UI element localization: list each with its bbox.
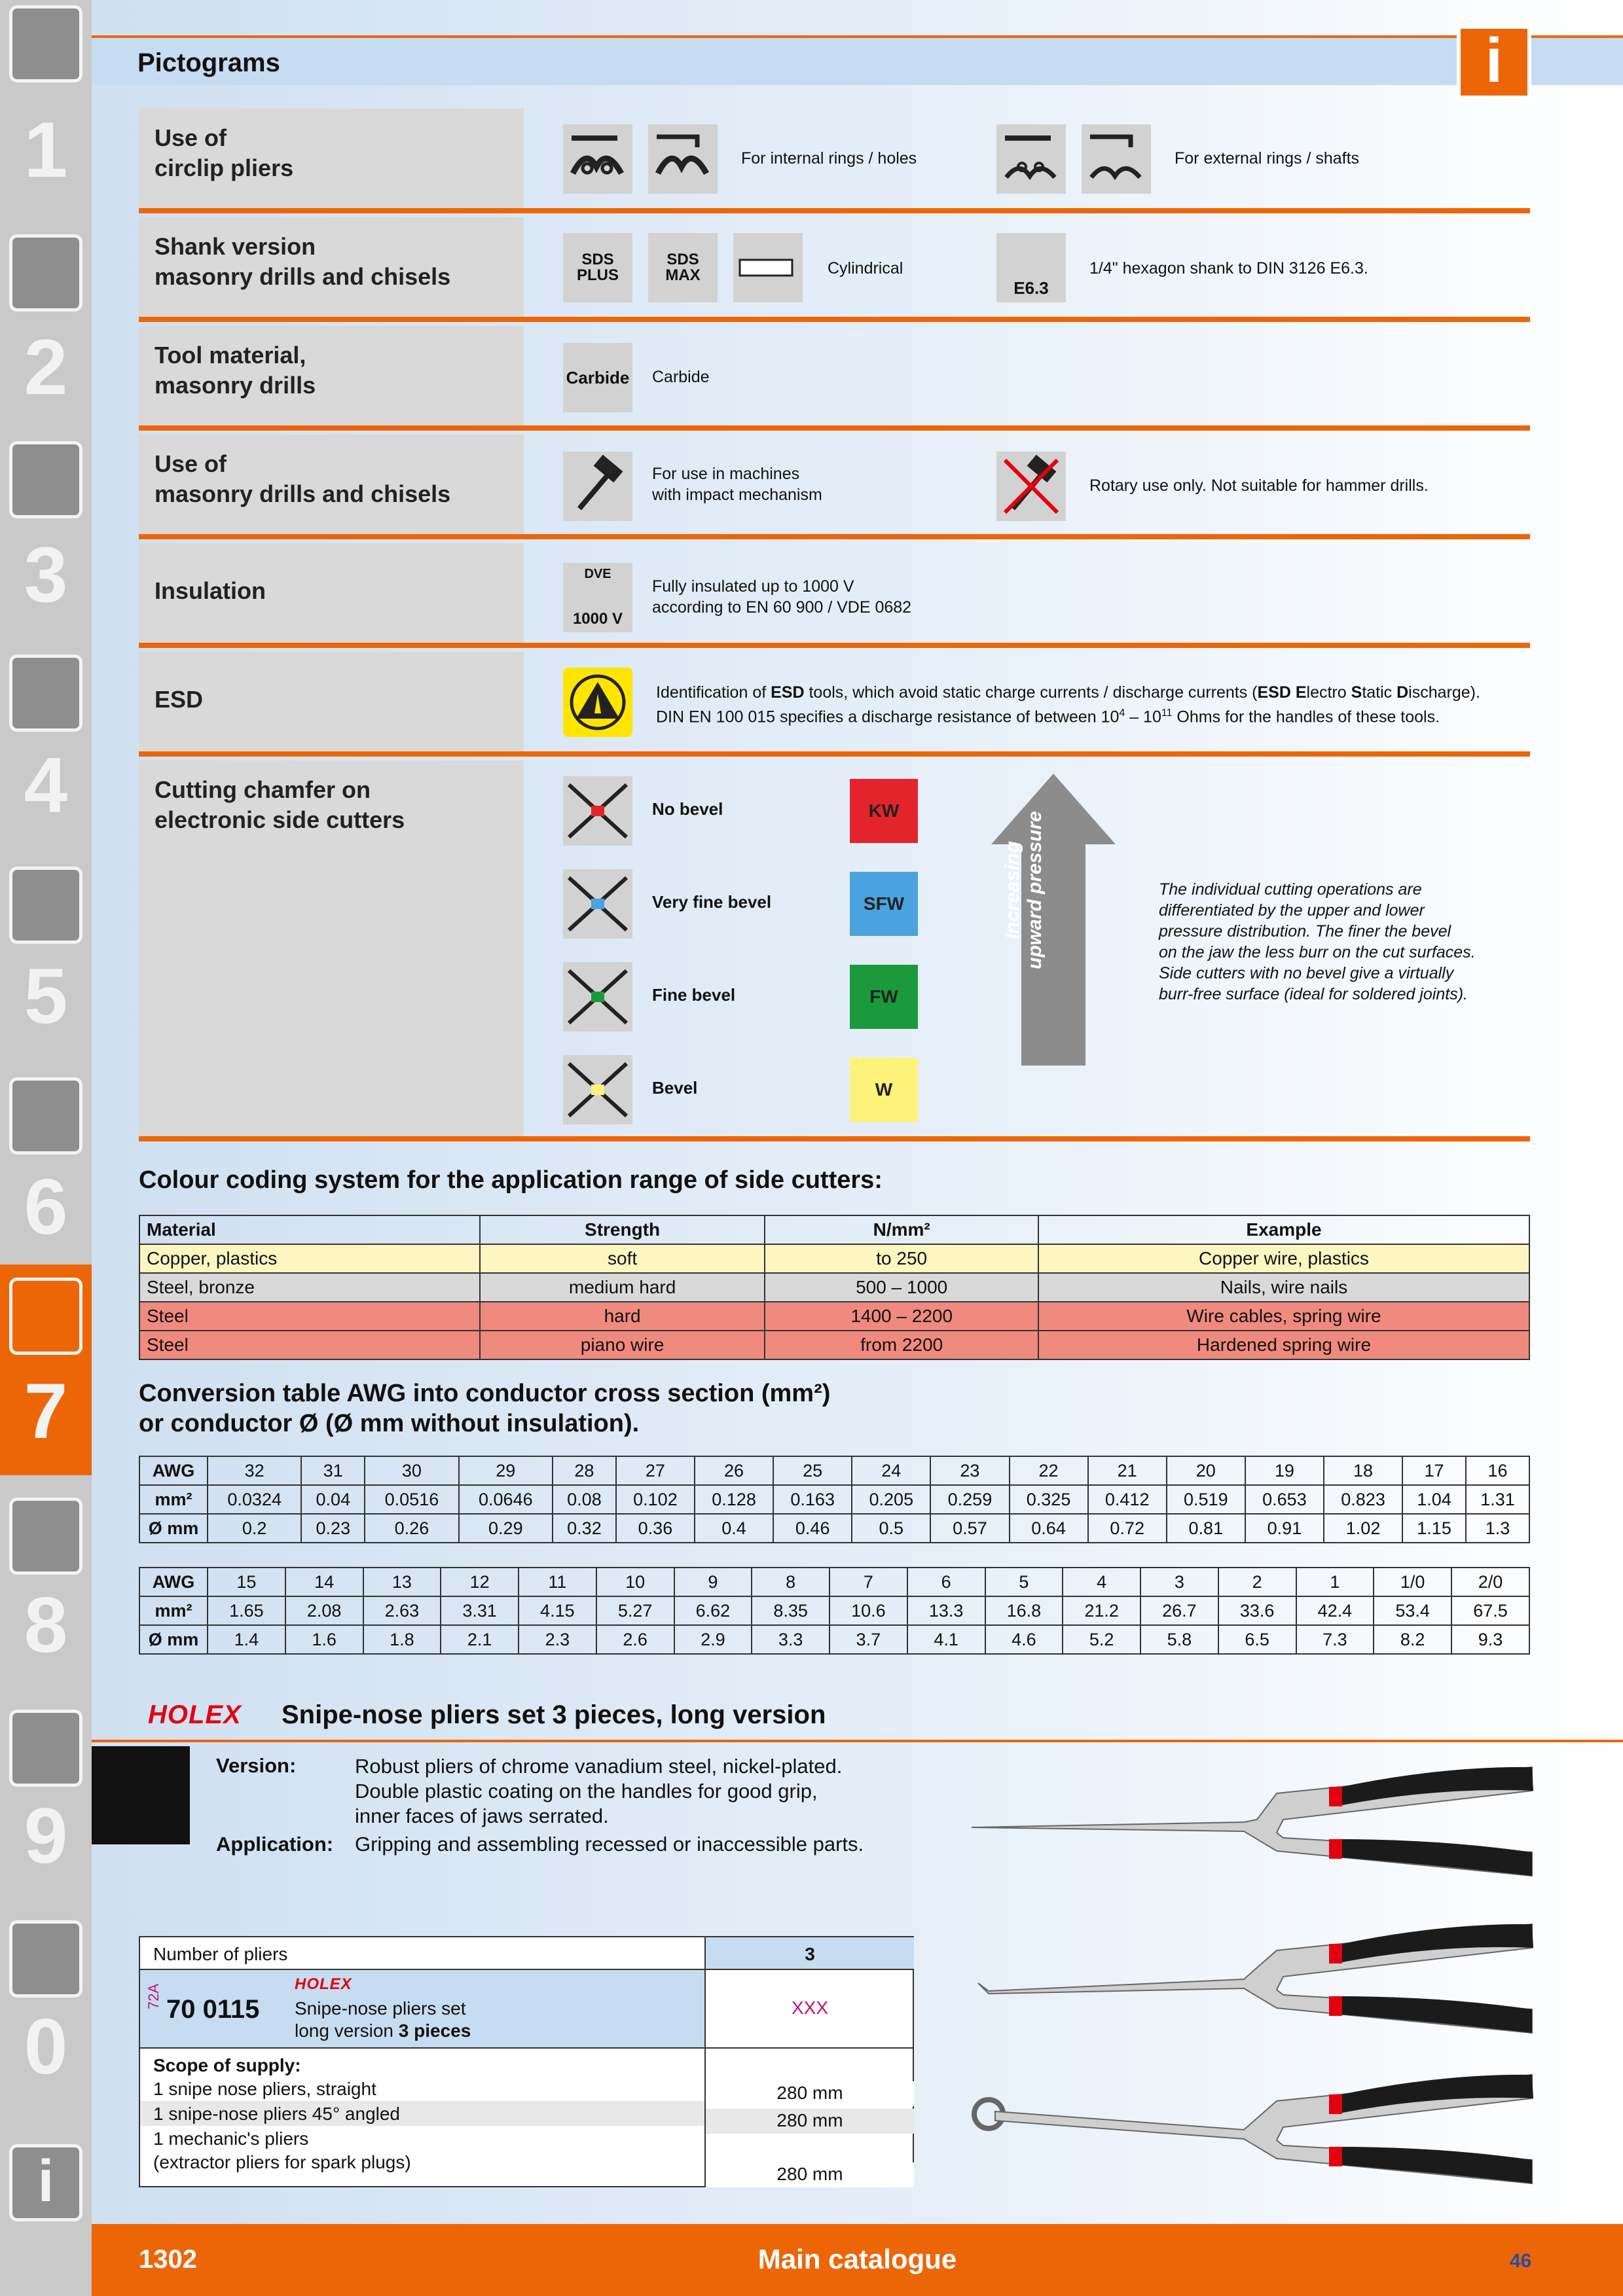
awg-cell: 12 bbox=[441, 1568, 519, 1596]
awg-table-2 bbox=[139, 1567, 1530, 1655]
sds-plus-icon: SDS PLUS bbox=[563, 233, 632, 302]
awg-cell: 2.3 bbox=[519, 1625, 596, 1654]
table-row bbox=[139, 1485, 1529, 1514]
awg-cell: 2 bbox=[1218, 1568, 1296, 1596]
number-of-pliers-label: Number of pliers bbox=[140, 1937, 706, 1970]
carbide-icon: Carbide bbox=[563, 343, 632, 412]
awg-cell: 4.1 bbox=[907, 1625, 985, 1654]
table-cell: 500 – 1000 bbox=[765, 1273, 1038, 1302]
awg-cell: 0.64 bbox=[1010, 1514, 1088, 1543]
row-header: AWG bbox=[139, 1456, 208, 1485]
awg-cell: 21.2 bbox=[1063, 1596, 1140, 1625]
table-row bbox=[139, 1302, 1529, 1331]
awg-cell: 0.163 bbox=[773, 1485, 852, 1514]
awg-cell: 3.7 bbox=[830, 1625, 907, 1654]
awg-cell: 6 bbox=[907, 1568, 985, 1596]
awg-cell: 32 bbox=[208, 1456, 301, 1485]
column-header: N/mm² bbox=[765, 1215, 1038, 1244]
bevel-profile-icon bbox=[563, 962, 632, 1031]
hexagon-shank-icon: E6.3 bbox=[996, 233, 1066, 302]
awg-cell: 53.4 bbox=[1374, 1596, 1451, 1625]
awg-cell: 0.412 bbox=[1088, 1485, 1167, 1514]
row-label: Shank version masonry drills and chisels bbox=[139, 217, 524, 317]
wrench-icon bbox=[9, 1077, 82, 1155]
page-number: 1302 bbox=[139, 2245, 197, 2274]
awg-cell: 3 bbox=[1140, 1568, 1218, 1596]
awg-cell: 20 bbox=[1167, 1456, 1245, 1485]
colour-coding-title: Colour coding system for the application range of side cutters: bbox=[139, 1166, 883, 1194]
article-number[interactable]: 70 0115 bbox=[166, 1995, 260, 2024]
awg-cell: 0.08 bbox=[553, 1485, 616, 1514]
length-value: 280 mm bbox=[706, 2162, 914, 2187]
price-value: XXX bbox=[706, 1970, 914, 2049]
pictogram-row-material: Tool material, masonry drills Carbide Carbide bbox=[139, 326, 1530, 431]
awg-cell: 6.5 bbox=[1218, 1625, 1296, 1654]
hammer-icon bbox=[563, 452, 632, 521]
awg-cell: 0.2 bbox=[208, 1514, 301, 1543]
holex-logo: HOLEX bbox=[148, 1700, 242, 1729]
awg-cell: 1.8 bbox=[363, 1625, 441, 1654]
vde-1000v-icon: DVE 1000 V bbox=[563, 563, 632, 632]
awg-cell: 2.63 bbox=[363, 1596, 441, 1625]
row-header: AWG bbox=[139, 1568, 208, 1596]
awg-cell: 2.1 bbox=[441, 1625, 519, 1654]
product-table bbox=[139, 1936, 914, 2187]
chapter-tab-9[interactable]: 9 bbox=[0, 1686, 92, 1897]
awg-cell: 0.0516 bbox=[365, 1485, 458, 1514]
awg-cell: 2.9 bbox=[674, 1625, 752, 1654]
bevel-name: Fine bevel bbox=[652, 985, 736, 1005]
chapter-tab-7[interactable]: 7 bbox=[0, 1265, 92, 1475]
awg-cell: 0.29 bbox=[459, 1514, 553, 1543]
row-header: mm² bbox=[139, 1485, 208, 1514]
article-row bbox=[140, 1970, 706, 2049]
row-label: Insulation bbox=[139, 543, 524, 643]
grinding-disc-icon bbox=[9, 867, 82, 944]
awg-cell: 5.2 bbox=[1063, 1625, 1140, 1654]
table-cell: Hardened spring wire bbox=[1038, 1331, 1529, 1359]
awg-cell: 33.6 bbox=[1218, 1596, 1296, 1625]
awg-cell: 0.259 bbox=[930, 1485, 1009, 1514]
bevel-code-badge: SFW bbox=[850, 872, 918, 936]
awg-title: Conversion table AWG into conductor cross section (mm²) or conductor Ø (Ø mm without insulation). bbox=[139, 1380, 831, 1437]
info-icon: i bbox=[9, 2144, 82, 2221]
footer bbox=[92, 2224, 1623, 2296]
chapter-tab-5[interactable]: 5 bbox=[0, 843, 92, 1054]
awg-cell: 30 bbox=[365, 1456, 458, 1485]
awg-cell: 0.81 bbox=[1167, 1514, 1245, 1543]
column-header: Material bbox=[139, 1215, 480, 1244]
awg-cell: 27 bbox=[616, 1456, 695, 1485]
bevel-profile-icon bbox=[563, 869, 632, 939]
row-label: ESD bbox=[139, 652, 524, 751]
circlip-internal-icon bbox=[563, 124, 632, 194]
awg-cell: 0.102 bbox=[616, 1485, 695, 1514]
version-text: Robust pliers of chrome vanadium steel, nickel-plated. Double plastic coating on the handles for good grip, inner faces of jaws serrated. bbox=[355, 1755, 843, 1827]
colour-coding-table bbox=[139, 1215, 1530, 1360]
awg-cell: 7.3 bbox=[1296, 1625, 1374, 1654]
number-of-pliers-value: 3 bbox=[706, 1937, 914, 1970]
circlip-external-icon bbox=[996, 124, 1066, 194]
pictogram-row-use: Use of masonry drills and chisels For use in machines with impact mechanism Rotary use only. Not suitable for hammer drills. bbox=[139, 435, 1530, 539]
qr-code-icon bbox=[92, 1746, 190, 1844]
awg-cell: 0.26 bbox=[365, 1514, 458, 1543]
awg-cell: 0.5 bbox=[852, 1514, 930, 1543]
awg-cell: 1.04 bbox=[1402, 1485, 1466, 1514]
holex-logo: HOLEX bbox=[295, 1975, 352, 1993]
table-cell: piano wire bbox=[480, 1331, 765, 1359]
row-label: Cutting chamfer on electronic side cutters bbox=[139, 761, 524, 1136]
application-text: Gripping and assembling recessed or inaccessible parts. bbox=[355, 1833, 864, 1856]
table-row bbox=[139, 1568, 1529, 1596]
awg-cell: 8 bbox=[752, 1568, 830, 1596]
awg-cell: 26 bbox=[695, 1456, 773, 1485]
awg-cell: 0.0646 bbox=[459, 1485, 553, 1514]
awg-cell: 4 bbox=[1063, 1568, 1140, 1596]
awg-cell: 4.6 bbox=[985, 1625, 1063, 1654]
awg-cell: 16 bbox=[1466, 1456, 1529, 1485]
bevel-code-badge: W bbox=[850, 1058, 918, 1122]
pliers-set-image bbox=[969, 1754, 1539, 2199]
awg-cell: 23 bbox=[930, 1456, 1009, 1485]
version-label: Version: bbox=[216, 1754, 297, 1777]
product-title: Snipe-nose pliers set 3 pieces, long version bbox=[282, 1700, 826, 1729]
table-cell: Wire cables, spring wire bbox=[1038, 1302, 1529, 1331]
pictogram-row-esd: ESD Identification of ESD tools, which avoid static charge currents / discharge currents (ESD Electro Static Discharge). DIN EN 100 015 specifies a discharge resistance of between $10^4 - 10^{11}$ Ohms for the handles of these tools. bbox=[139, 652, 1530, 757]
awg-cell: 5.27 bbox=[596, 1596, 674, 1625]
awg-cell: 1.02 bbox=[1324, 1514, 1402, 1543]
chapter-tab-2[interactable]: 2 bbox=[0, 211, 92, 422]
table-row bbox=[139, 1331, 1529, 1359]
caliper-icon bbox=[9, 655, 82, 732]
awg-cell: 10.6 bbox=[830, 1596, 907, 1625]
awg-cell: 1.6 bbox=[285, 1625, 363, 1654]
awg-cell: 1.4 bbox=[208, 1625, 285, 1654]
awg-cell: 8.35 bbox=[752, 1596, 830, 1625]
awg-cell: 29 bbox=[459, 1456, 553, 1485]
awg-cell: 0.32 bbox=[553, 1514, 616, 1543]
chapter-tab-info[interactable] bbox=[0, 2108, 92, 2296]
pictogram-row-insulation: Insulation DVE 1000 V Fully insulated up to 1000 V according to EN 60 900 / VDE 0682 bbox=[139, 543, 1530, 648]
awg-table-1 bbox=[139, 1456, 1530, 1543]
awg-cell: 6.62 bbox=[674, 1596, 752, 1625]
awg-cell: 7 bbox=[830, 1568, 907, 1596]
length-value: 280 mm bbox=[706, 2081, 914, 2106]
awg-cell: 22 bbox=[1010, 1456, 1088, 1485]
awg-cell: 4.15 bbox=[519, 1596, 596, 1625]
awg-cell: 25 bbox=[773, 1456, 852, 1485]
circlip-external-angled-icon bbox=[1082, 124, 1151, 194]
awg-cell: 67.5 bbox=[1451, 1596, 1529, 1625]
table-cell: Steel bbox=[139, 1302, 480, 1331]
awg-cell: 3.31 bbox=[441, 1596, 519, 1625]
table-row bbox=[139, 1514, 1529, 1543]
awg-cell: 42.4 bbox=[1296, 1596, 1374, 1625]
awg-cell: 28 bbox=[553, 1456, 616, 1485]
chapter-tab-6[interactable]: 6 bbox=[0, 1054, 92, 1265]
awg-cell: 2/0 bbox=[1451, 1568, 1529, 1596]
awg-cell: 5 bbox=[985, 1568, 1063, 1596]
awg-cell: 0.23 bbox=[301, 1514, 365, 1543]
awg-cell: 19 bbox=[1245, 1456, 1324, 1485]
pictogram-row-circlip: Use of circlip pliers For internal rings / holes For external rings / shafts bbox=[139, 109, 1530, 213]
awg-cell: 14 bbox=[285, 1568, 363, 1596]
awg-cell: 11 bbox=[519, 1568, 596, 1596]
awg-cell: 24 bbox=[852, 1456, 930, 1485]
table-row bbox=[139, 1456, 1529, 1485]
table-row bbox=[139, 1244, 1529, 1273]
table-cell: to 250 bbox=[765, 1244, 1038, 1273]
awg-cell: 1.65 bbox=[208, 1596, 285, 1625]
chamfer-note: The individual cutting operations are differentiated by the upper and lower pressure distribution. The finer the bevel on the jaw the less burr on the cut surfaces. Side cutters with no bevel give a virtually burr-free surface (ideal for soldered joints). bbox=[1159, 880, 1476, 1003]
awg-cell: 1.31 bbox=[1466, 1485, 1529, 1514]
pictogram-row-shank: Shank version masonry drills and chisels SDS PLUS SDS MAX Cylindrical E6.3 1/4" hexagon shank to DIN 3126 E6.3. bbox=[139, 217, 1530, 322]
table-cell: 1400 – 2200 bbox=[765, 1302, 1038, 1331]
awg-cell: 9.3 bbox=[1451, 1625, 1529, 1654]
awg-cell: 0.91 bbox=[1245, 1514, 1324, 1543]
bevel-profile-icon bbox=[563, 776, 632, 846]
awg-cell: 0.36 bbox=[616, 1514, 695, 1543]
awg-cell: 0.205 bbox=[852, 1485, 930, 1514]
table-cell: hard bbox=[480, 1302, 765, 1331]
row-header: Ø mm bbox=[139, 1514, 208, 1543]
table-cell: from 2200 bbox=[765, 1331, 1038, 1359]
pliers-screwdriver-icon bbox=[9, 1278, 82, 1355]
awg-cell: 0.128 bbox=[695, 1485, 773, 1514]
safety-goggles-icon bbox=[9, 1920, 82, 1998]
section-header bbox=[92, 35, 1623, 85]
bevel-name: Very fine bevel bbox=[652, 892, 772, 912]
awg-cell: 3.3 bbox=[752, 1625, 830, 1654]
footer-code: 46 bbox=[1510, 2250, 1532, 2272]
table-row bbox=[139, 1625, 1529, 1654]
cylindrical-shank-icon bbox=[733, 233, 803, 302]
awg-cell: 0.823 bbox=[1324, 1485, 1402, 1514]
page-title: Pictograms bbox=[137, 48, 280, 77]
sds-max-icon: SDS MAX bbox=[648, 233, 718, 302]
row-label: Use of circlip pliers bbox=[139, 109, 524, 208]
chapter-tab-3[interactable]: 3 bbox=[0, 422, 92, 632]
awg-cell: 1/0 bbox=[1374, 1568, 1451, 1596]
tool-cabinet-icon bbox=[9, 1710, 82, 1787]
table-row bbox=[139, 1596, 1529, 1625]
awg-cell: 16.8 bbox=[985, 1596, 1063, 1625]
chapter-tab-8[interactable]: 8 bbox=[0, 1475, 92, 1686]
bevel-profile-icon bbox=[563, 1055, 632, 1124]
esd-icon bbox=[563, 668, 632, 737]
awg-cell: 8.2 bbox=[1374, 1625, 1451, 1654]
tool-case-icon bbox=[9, 1498, 82, 1575]
awg-cell: 0.72 bbox=[1088, 1514, 1167, 1543]
table-cell: Steel, bronze bbox=[139, 1273, 480, 1302]
table-cell: medium hard bbox=[480, 1273, 765, 1302]
table-cell: Nails, wire nails bbox=[1038, 1273, 1529, 1302]
circlip-internal-angled-icon bbox=[648, 124, 718, 194]
awg-cell: 0.57 bbox=[930, 1514, 1009, 1543]
length-value: 280 mm bbox=[706, 2109, 914, 2134]
bevel-name: Bevel bbox=[652, 1078, 698, 1098]
awg-cell: 26.7 bbox=[1140, 1596, 1218, 1625]
awg-cell: 9 bbox=[674, 1568, 752, 1596]
awg-cell: 1.3 bbox=[1466, 1514, 1529, 1543]
table-header-row bbox=[139, 1215, 1529, 1244]
table-cell: Copper, plastics bbox=[139, 1244, 480, 1273]
scope-of-supply: Scope of supply: 1 snipe nose pliers, straight 1 snipe-nose pliers 45° angled 1 mechanic's pliers (extractor pliers for spark plugs) bbox=[140, 2049, 706, 2187]
no-hammer-icon bbox=[996, 452, 1066, 521]
list-item: 1 snipe nose pliers, straight bbox=[140, 2076, 704, 2101]
bevel-code-badge: KW bbox=[850, 779, 918, 843]
bevel-name: No bevel bbox=[652, 799, 723, 819]
table-cell: soft bbox=[480, 1244, 765, 1273]
row-header: mm² bbox=[139, 1596, 208, 1625]
divider bbox=[92, 1740, 1623, 1742]
awg-cell: 0.325 bbox=[1010, 1485, 1088, 1514]
awg-cell: 21 bbox=[1088, 1456, 1167, 1485]
awg-cell: 18 bbox=[1324, 1456, 1402, 1485]
awg-cell: 0.653 bbox=[1245, 1485, 1324, 1514]
awg-cell: 31 bbox=[301, 1456, 365, 1485]
awg-cell: 13.3 bbox=[907, 1596, 985, 1625]
chapter-tab-0[interactable]: 0 bbox=[0, 1897, 92, 2108]
awg-cell: 5.8 bbox=[1140, 1625, 1218, 1654]
insert-cutter-icon bbox=[9, 234, 82, 312]
awg-cell: 0.46 bbox=[773, 1514, 852, 1543]
awg-cell: 17 bbox=[1402, 1456, 1466, 1485]
row-label: Use of masonry drills and chisels bbox=[139, 435, 524, 534]
info-icon[interactable]: i bbox=[1457, 25, 1531, 99]
application-label: Application: bbox=[216, 1833, 334, 1856]
awg-cell: 2.6 bbox=[596, 1625, 674, 1654]
list-item: 1 snipe-nose pliers 45° angled bbox=[140, 2101, 704, 2126]
chapter-sidebar bbox=[0, 0, 92, 2296]
awg-cell: 0.4 bbox=[695, 1514, 773, 1543]
table-cell: Steel bbox=[139, 1331, 480, 1359]
table-cell: Copper wire, plastics bbox=[1038, 1244, 1529, 1273]
bevel-code-badge: FW bbox=[850, 965, 918, 1029]
awg-cell: 15 bbox=[208, 1568, 285, 1596]
list-item: 1 mechanic's pliers (extractor pliers for spark plugs) bbox=[140, 2126, 704, 2177]
awg-cell: 0.04 bbox=[301, 1485, 365, 1514]
chuck-icon bbox=[9, 441, 82, 518]
pressure-arrow-label: Increasing upward pressure bbox=[1002, 811, 1046, 969]
footer-title: Main catalogue bbox=[757, 2244, 957, 2274]
awg-cell: 10 bbox=[596, 1568, 674, 1596]
awg-cell: 1 bbox=[1296, 1568, 1374, 1596]
drill-icon bbox=[9, 5, 82, 82]
article-description: Snipe-nose pliers set long version 3 pieces bbox=[295, 1998, 471, 2041]
chapter-tab-1[interactable]: 1 bbox=[0, 0, 92, 211]
row-header: Ø mm bbox=[139, 1625, 208, 1654]
table-row bbox=[139, 1273, 1529, 1302]
row-label: Tool material, masonry drills bbox=[139, 326, 524, 425]
awg-cell: 1.15 bbox=[1402, 1514, 1466, 1543]
chapter-tab-4[interactable]: 4 bbox=[0, 632, 92, 843]
article-prefix: 72A bbox=[145, 1983, 162, 2009]
awg-cell: 13 bbox=[363, 1568, 441, 1596]
awg-cell: 0.519 bbox=[1167, 1485, 1245, 1514]
column-header: Strength bbox=[480, 1215, 765, 1244]
awg-cell: 2.08 bbox=[285, 1596, 363, 1625]
awg-cell: 0.0324 bbox=[208, 1485, 301, 1514]
column-header: Example bbox=[1038, 1215, 1529, 1244]
